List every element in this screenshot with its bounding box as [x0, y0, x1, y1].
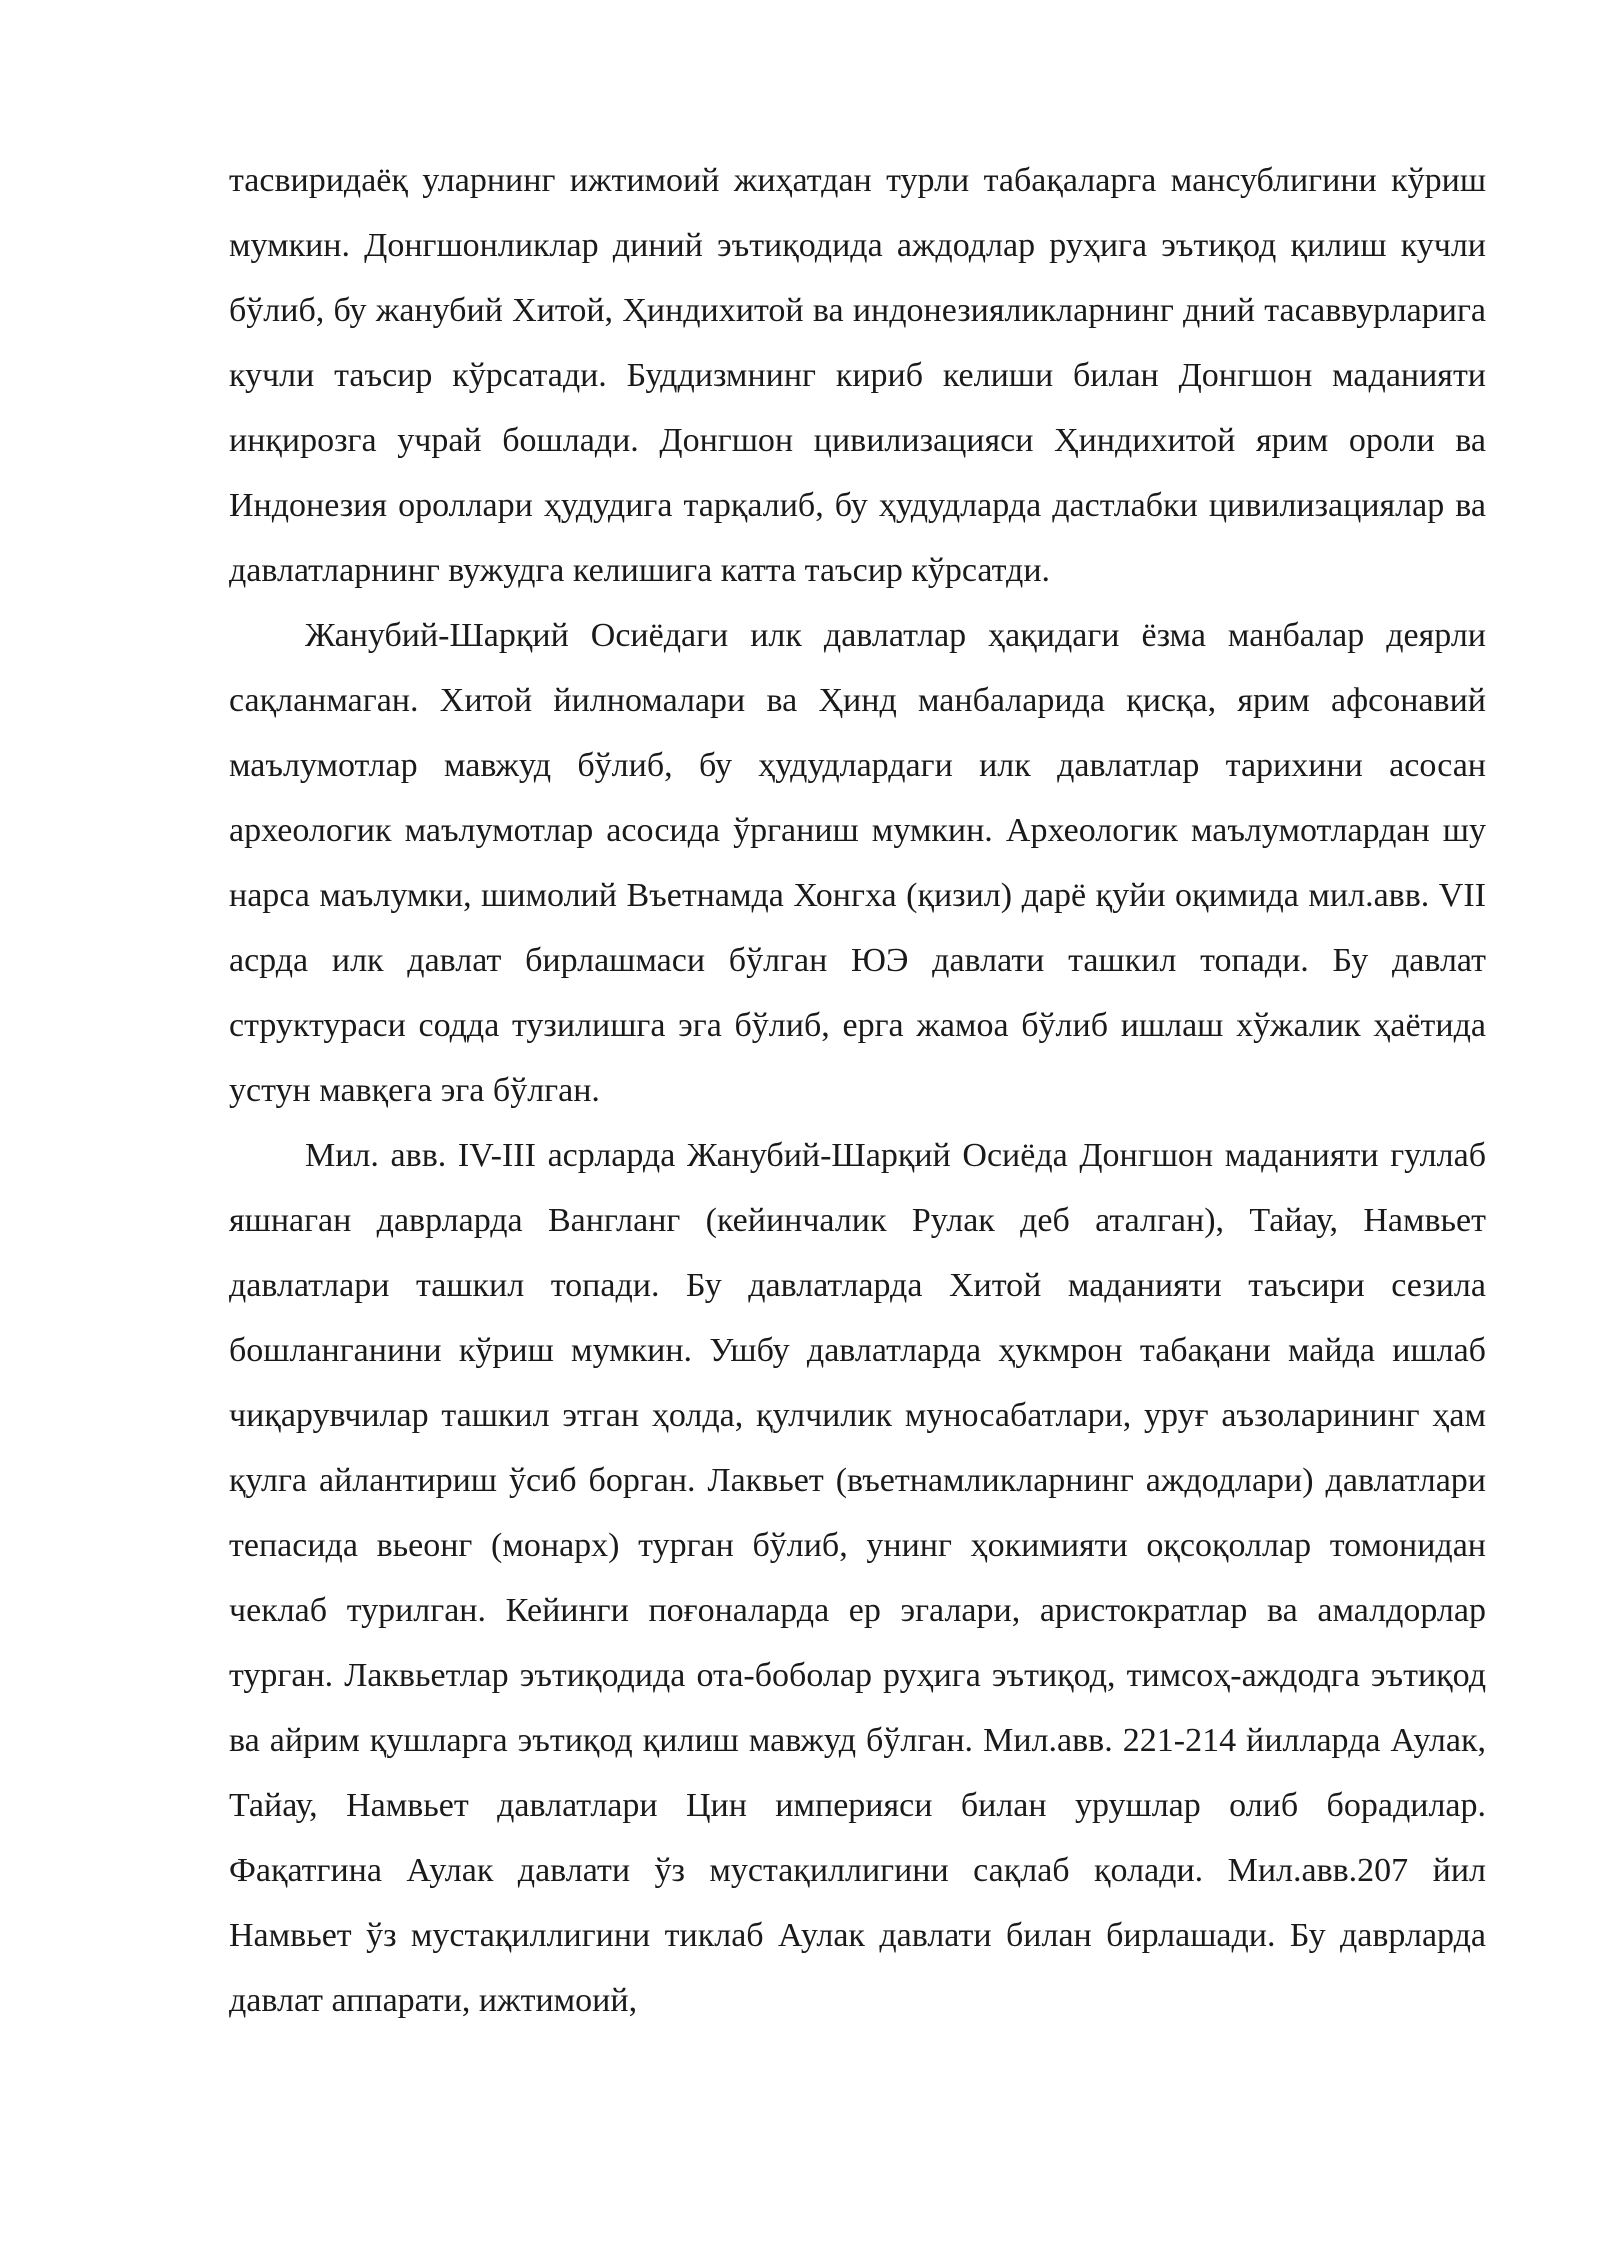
document-page — [229, 148, 1486, 2033]
paragraph-continuation: тасвиридаёқ уларнинг ижтимоий жиҳатдан турли табақаларга мансублигини кўриш мумкин. Донгшонликлар диний эътиқодида аждодлар руҳига эътиқод қилиш кучли бўлиб, бу жанубий Хитой, Ҳиндихитой ва индонезияликларнинг дний тасаввурларига кучли таъсир кўрсатади. Буддизмнинг кириб келиши билан Донгшон маданияти инқирозга учрай бошлади. Донгшон цивилизацияси Ҳиндихитой ярим ороли ва Индонезия ороллари ҳудудига тарқалиб, бу ҳудудларда дастлабки цивилизациялар ва давлатларнинг вужудга келишига катта таъсир кўрсатди. — [229, 162, 1486, 589]
paragraph-dongshon-era-states: Мил. авв. IV-III асрларда Жанубий-Шарқий Осиёда Донгшон маданияти гуллаб яшнаган даврларда Вангланг (кейинчалик Рулак деб аталган), Тайау, Намвьет давлатлари ташкил топади. Бу давлатларда Хитой маданияти таъсири сезила бошланганини кўриш мумкин. Ушбу давлатларда ҳукмрон табақани майда ишлаб чиқарувчилар ташкил этган ҳолда, қулчилик муносабатлари, уруғ аъзоларининг ҳам қулга айлантириш ўсиб борган. Лаквьет (въетнамликларнинг аждодлари) давлатлари тепасида вьеонг (монарх) турган бўлиб, унинг ҳокимияти оқсоқоллар томонидан чеклаб турилган. Кейинги поғоналарда ер эгалари, аристократлар ва амалдорлар турган. Лаквьетлар эътиқодида ота-боболар руҳига эътиқод, тимсоҳ-аждодга эътиқод ва айрим қушларга эътиқод қилиш мавжуд бўлган. Мил.авв. 221-214 йилларда Аулак, Тайау, Намвьет давлатлари Цин империяси билан урушлар олиб борадилар. Фақатгина Аулак давлати ўз мустақиллигини сақлаб қолади. Мил.авв.207 йил Намвьет ўз мустақиллигини тиклаб Аулак давлати билан бирлашади. Бу даврларда давлат аппарати, ижтимоий, — [229, 1137, 1486, 2019]
paragraph-early-states-sources: Жанубий-Шарқий Осиёдаги илк давлатлар ҳақидаги ёзма манбалар деярли сақланмаган. Хитой йилномалари ва Ҳинд манбаларида қисқа, ярим афсонавий маълумотлар мавжуд бўлиб, бу ҳудудлардаги илк давлатлар тарихини асосан археологик маълумотлар асосида ўрганиш мумкин. Археологик маълумотлардан шу нарса маълумки, шимолий Въетнамда Хонгха (қизил) дарё қуйи оқимида мил.авв. VII асрда илк давлат бирлашмаси бўлган ЮЭ давлати ташкил топади. Бу давлат структураси содда тузилишга эга бўлиб, ерга жамоа бўлиб ишлаш хўжалик ҳаётида устун мавқега эга бўлган. — [229, 617, 1486, 1109]
